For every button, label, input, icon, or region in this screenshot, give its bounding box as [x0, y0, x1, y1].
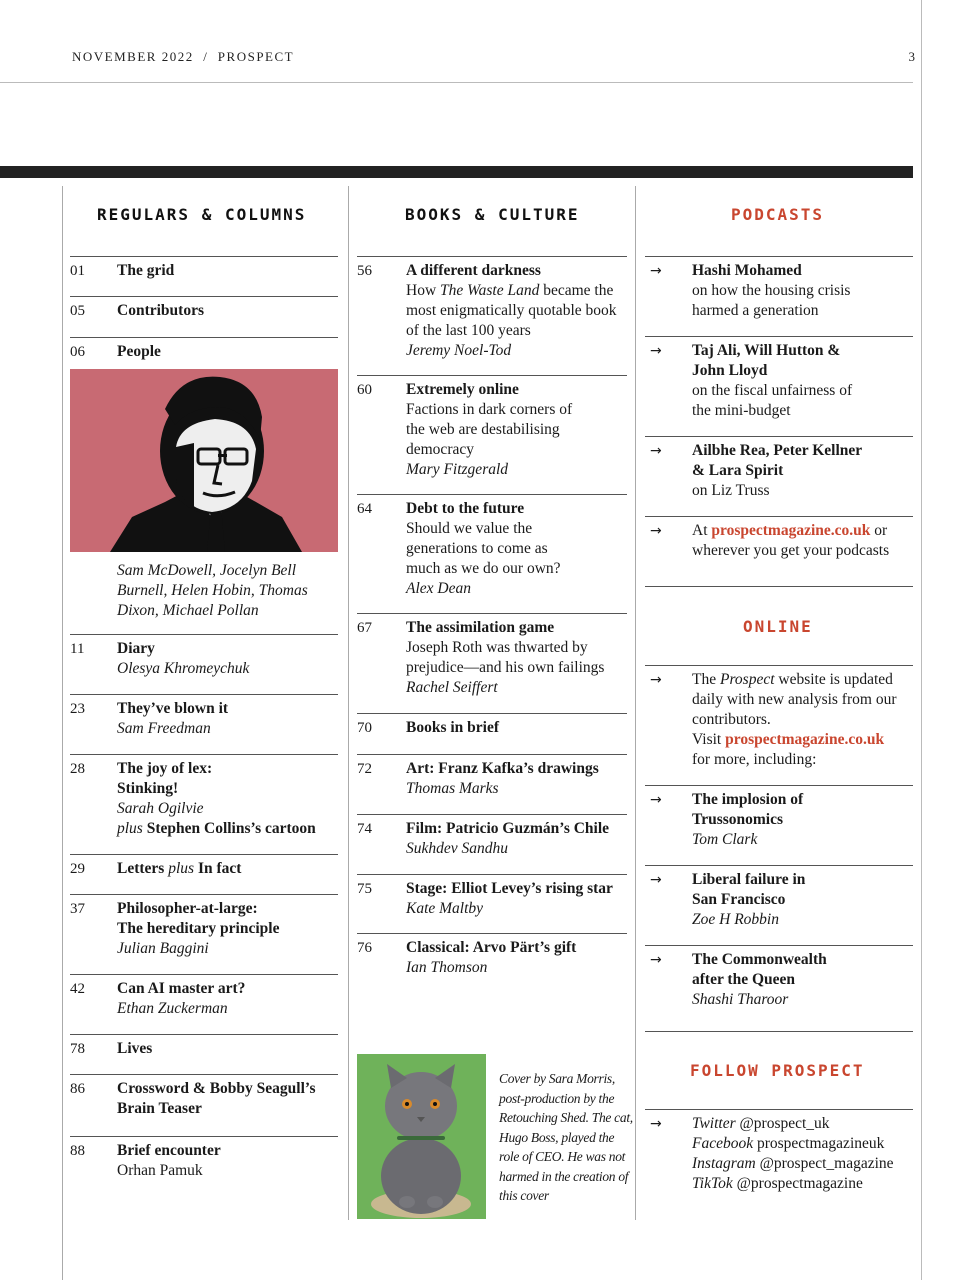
section-divider: [645, 1031, 913, 1032]
entry-title: Diary: [117, 640, 155, 657]
plus-word: plus: [117, 820, 143, 837]
publication-name: Prospect: [719, 671, 775, 688]
page-edge-rule: [921, 0, 922, 1280]
online-entry[interactable]: [645, 785, 913, 865]
online-intro[interactable]: [645, 665, 913, 785]
contents-entry[interactable]: [70, 634, 338, 695]
page-ref: 29: [70, 861, 85, 877]
contents-entry[interactable]: [70, 694, 338, 755]
entry-author: Zoe H Robbin: [692, 911, 779, 928]
entry-author: Alex Dean: [406, 580, 471, 597]
books-title: BOOKS & CULTURE: [405, 205, 580, 224]
podcast-entry[interactable]: [645, 516, 913, 587]
contents-entry[interactable]: [357, 754, 627, 814]
entry-title: A different darkness: [406, 262, 541, 279]
arrow-icon: →: [650, 523, 662, 539]
entry-desc: on Liz Truss: [692, 482, 770, 499]
page-ref: 60: [357, 382, 372, 398]
column-divider: [635, 186, 636, 1220]
column-divider: [62, 186, 63, 1280]
page-ref: 23: [70, 701, 85, 717]
running-header: [72, 49, 915, 65]
page-ref: 01: [70, 263, 85, 279]
portrait-illustration: [70, 369, 338, 552]
page-ref: 88: [70, 1143, 85, 1159]
social-tiktok[interactable]: [692, 1174, 917, 1194]
entry-title: Liberal failure in San Francisco: [692, 871, 806, 908]
page-ref: 70: [357, 720, 372, 736]
entry-title: The implosion of Trussonomics: [692, 791, 804, 828]
page-ref: 67: [357, 620, 372, 636]
online-entry[interactable]: [645, 865, 913, 945]
entry-author: Ethan Zuckerman: [117, 1000, 228, 1017]
contents-entry[interactable]: [70, 296, 338, 337]
page-ref: 76: [357, 940, 372, 956]
section-divider: [645, 586, 913, 587]
arrow-icon: →: [650, 343, 662, 359]
online-entry[interactable]: [645, 945, 913, 1032]
page-ref: 78: [70, 1041, 85, 1057]
page-ref: 06: [70, 344, 85, 360]
page-number: 3: [908, 49, 915, 64]
arrow-icon: →: [650, 672, 662, 688]
website-link[interactable]: prospectmagazine.co.uk: [711, 522, 871, 539]
entry-desc: Joseph Roth was thwarted by prejudice—and his own failings: [406, 639, 605, 676]
entry-title: The Commonwealth after the Queen: [692, 951, 827, 988]
page-ref: 72: [357, 761, 372, 777]
contents-entry[interactable]: [357, 613, 627, 712]
page-ref: 28: [70, 761, 85, 777]
entry-author: Orhan Pamuk: [117, 1162, 203, 1179]
contents-entry[interactable]: [357, 713, 627, 754]
contents-entry[interactable]: [357, 494, 627, 613]
entry-title: Hashi Mohamed: [692, 262, 802, 279]
regulars-title: REGULARS & COLUMNS: [97, 205, 307, 224]
entry-title: Taj Ali, Will Hutton & John Lloyd: [692, 342, 841, 379]
entry-title: Art: Franz Kafka’s drawings: [406, 760, 599, 777]
entry-desc: Factions in dark corners of the web are destabilising democracy: [406, 401, 573, 458]
contents-entry[interactable]: [70, 894, 338, 975]
entry-title: People: [117, 343, 161, 360]
entry-title: Stephen Collins’s cartoon: [146, 820, 316, 837]
entry-desc: on how the housing crisis harmed a generation: [692, 282, 851, 319]
contents-entry[interactable]: [70, 1074, 338, 1135]
social-platform: Facebook: [692, 1135, 754, 1152]
page-ref: 56: [357, 263, 372, 279]
page-ref: 42: [70, 981, 85, 997]
entry-title: Crossword & Bobby Seagull’s: [117, 1080, 316, 1097]
social-platform: TikTok: [692, 1175, 733, 1192]
social-handle: @prospect_uk: [739, 1115, 830, 1132]
contents-entry[interactable]: [70, 256, 338, 297]
arrow-icon: →: [650, 263, 662, 279]
cat-illustration: [357, 1054, 486, 1219]
entry-desc: How: [406, 282, 437, 299]
entry-title: In fact: [197, 860, 242, 877]
entry-title: Letters: [117, 860, 165, 877]
page-ref: 64: [357, 501, 372, 517]
page-ref: 11: [70, 641, 85, 657]
entry-title: Books in brief: [406, 719, 500, 736]
arrow-icon: →: [650, 872, 662, 888]
social-handle: prospectmagazineuk: [756, 1135, 885, 1152]
website-link[interactable]: prospectmagazine.co.uk: [725, 731, 885, 748]
social-handle: @prospect_magazine: [759, 1155, 894, 1172]
entry-author: Sukhdev Sandhu: [406, 840, 509, 857]
running-header-text: NOVEMBER 2022 / PROSPECT: [72, 49, 295, 64]
social-facebook[interactable]: [692, 1134, 917, 1154]
entry-author: Sam Freedman: [117, 720, 211, 737]
entry-title: The grid: [117, 262, 175, 279]
social-twitter[interactable]: [692, 1114, 917, 1134]
social-instagram[interactable]: [692, 1154, 917, 1174]
follow-title: FOLLOW PROSPECT: [690, 1061, 865, 1080]
entry-desc: Visit: [692, 731, 722, 748]
entry-title: Contributors: [117, 302, 204, 319]
podcasts-title: PODCASTS: [731, 205, 825, 224]
page-ref: 75: [357, 881, 372, 897]
cover-caption: Cover by Sara Morris, post-production by the Retouching Shed. The cat, Hugo Boss, played the role of CEO. He was not harmed in the creation of this cover: [499, 1071, 633, 1203]
entry-title: Ailbhe Rea, Peter Kellner & Lara Spirit: [692, 442, 862, 479]
page-ref: 37: [70, 901, 85, 917]
entry-author: Shashi Tharoor: [692, 991, 789, 1008]
contents-entry[interactable]: [357, 375, 627, 494]
arrow-icon: →: [650, 1116, 662, 1132]
entry-title: The hereditary principle: [117, 920, 280, 937]
entry-desc: became the most enigmatically quotable book of the last 100 years: [406, 282, 617, 339]
entry-author: Jeremy Noel-Tod: [406, 342, 512, 359]
entry-desc: for more, including:: [692, 751, 817, 768]
entry-author: Mary Fitzgerald: [406, 461, 509, 478]
cover-cat-image: [357, 1054, 486, 1219]
entry-desc: Should we value the generations to come as much as we do our own?: [406, 520, 561, 577]
entry-title: The assimilation game: [406, 619, 555, 636]
contents-entry[interactable]: [70, 1136, 338, 1197]
people-caption: Sam McDowell, Jocelyn Bell Burnell, Helen Hobin, Thomas Dixon, Michael Pollan: [117, 562, 308, 619]
page-ref: 74: [357, 821, 372, 837]
social-handle: @prospectmagazine: [736, 1175, 863, 1192]
page-ref: 05: [70, 303, 85, 319]
contents-entry[interactable]: [70, 754, 338, 855]
contents-entry[interactable]: [357, 256, 627, 375]
entry-title: Brain Teaser: [117, 1100, 202, 1117]
entry-desc: website is updated daily with new analysis from our contributors.: [692, 671, 897, 728]
entry-title: Philosopher-at-large:: [117, 900, 258, 917]
column-divider: [348, 186, 349, 1220]
entry-title: The joy of lex:: [117, 760, 213, 777]
entry-desc: on the fiscal unfairness of the mini-budget: [692, 382, 853, 419]
entry-author: Olesya Khromeychuk: [117, 660, 250, 677]
entry-desc: At: [692, 522, 708, 539]
online-title: ONLINE: [743, 617, 813, 636]
entry-title: Extremely online: [406, 381, 519, 398]
entry-title: Brief encounter: [117, 1142, 221, 1159]
entry-author: Thomas Marks: [406, 780, 499, 797]
entry-title: They’ve blown it: [117, 700, 229, 717]
header-rule: [0, 82, 913, 83]
entry-author: Kate Maltby: [406, 900, 484, 917]
plus-word: plus: [168, 860, 195, 877]
page-ref: 86: [70, 1081, 85, 1097]
entry-author: Tom Clark: [692, 831, 758, 848]
entry-desc: The: [692, 671, 717, 688]
contents-entry[interactable]: [70, 974, 338, 1035]
entry-author: Julian Baggini: [117, 940, 209, 957]
arrow-icon: →: [650, 443, 662, 459]
contents-entry[interactable]: [70, 854, 338, 895]
section-bar: [0, 166, 913, 178]
podcast-entry[interactable]: [645, 436, 913, 516]
contents-entry[interactable]: [357, 933, 627, 992]
entry-desc: or wherever you get your podcasts: [692, 522, 890, 559]
entry-title: Film: Patricio Guzmán’s Chile: [406, 820, 610, 837]
entry-title: Can AI master art?: [117, 980, 246, 997]
social-platform: Instagram: [692, 1155, 756, 1172]
entry-title: Debt to the future: [406, 500, 525, 517]
podcast-entry[interactable]: [645, 336, 913, 436]
entry-title: Stinking!: [117, 780, 179, 797]
entry-title: Classical: Arvo Pärt’s gift: [406, 939, 577, 956]
social-platform: Twitter: [692, 1115, 736, 1132]
contents-entry[interactable]: [357, 814, 627, 874]
contents-entry[interactable]: [357, 874, 627, 933]
entry-author: Sarah Ogilvie: [117, 800, 204, 817]
contents-entry[interactable]: [70, 1034, 338, 1075]
entry-desc-em: The Waste Land: [440, 282, 540, 299]
social-list: [645, 1109, 913, 1200]
entry-author: Rachel Seiffert: [406, 679, 498, 696]
entry-title: Stage: Elliot Levey’s rising star: [406, 880, 613, 897]
podcast-entry[interactable]: [645, 256, 913, 336]
arrow-icon: →: [650, 952, 662, 968]
entry-title: Lives: [117, 1040, 153, 1057]
arrow-icon: →: [650, 792, 662, 808]
people-portrait-image: [70, 369, 338, 552]
entry-author: Ian Thomson: [406, 959, 488, 976]
